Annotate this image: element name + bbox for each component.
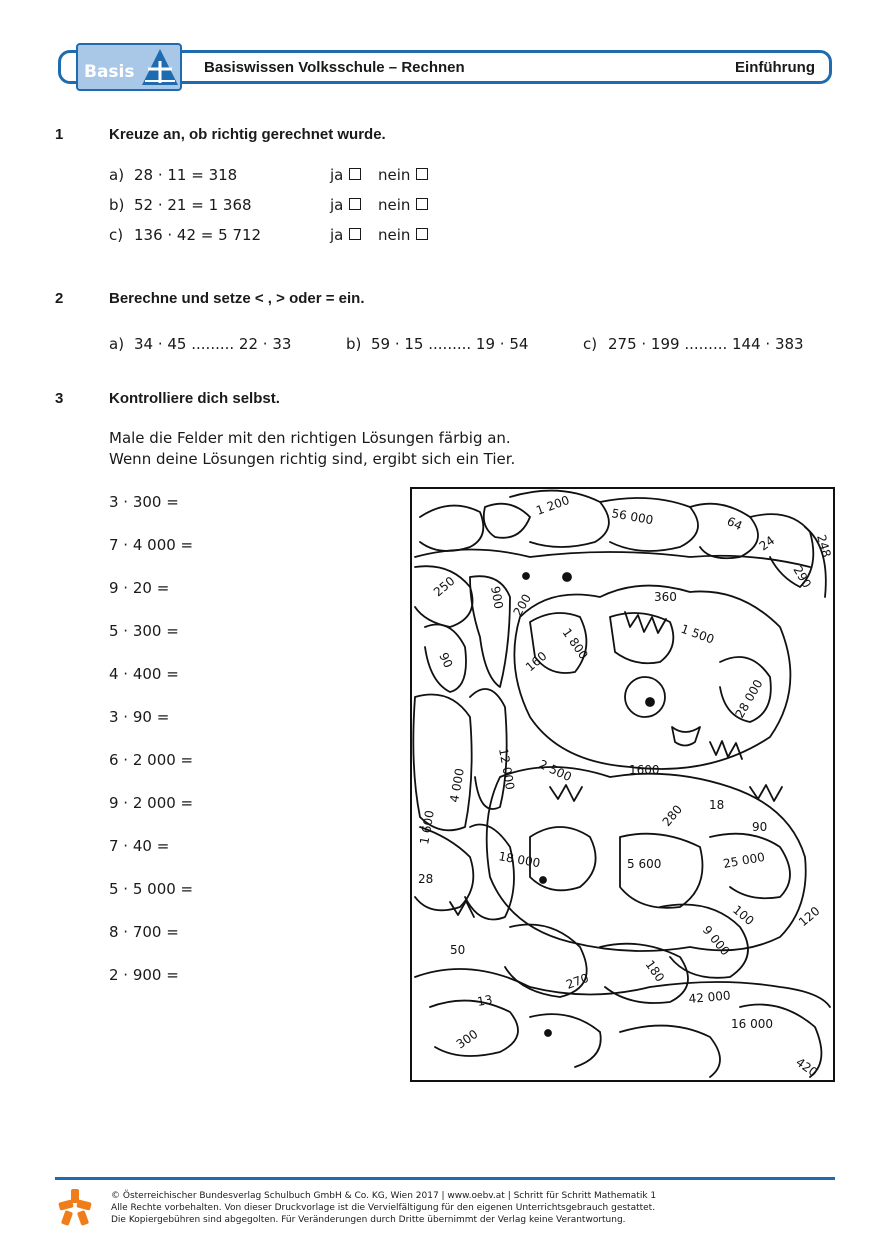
task1-c-yes xyxy=(330,226,361,244)
picture-number: 2 500 xyxy=(536,757,574,785)
picture-number: 5 600 xyxy=(627,857,662,871)
task1-b-yes xyxy=(330,196,361,214)
task1-b-expr: 52 · 21 = 1 368 xyxy=(134,196,252,214)
task2-b-expr: 59 · 15 ......... 19 · 54 xyxy=(371,335,529,353)
picture-number: 56 000 xyxy=(610,506,655,528)
picture-number: 90 xyxy=(436,650,456,671)
exercise: 2 · 900 = xyxy=(109,966,179,984)
coloring-puzzle xyxy=(410,487,835,1082)
exercise: 6 · 2 000 = xyxy=(109,751,194,769)
picture-number: 24 xyxy=(756,533,778,554)
exercise: 3 · 300 = xyxy=(109,493,179,511)
footer-line-2: Alle Rechte vorbehalten. Von dieser Druckvorlage ist die Vervielfältigung für den eigenen Unterrichtsgebrauch gestattet. xyxy=(111,1203,656,1213)
picture-number: 180 xyxy=(642,957,668,985)
picture-number: 4 000 xyxy=(447,767,467,804)
picture-number: 200 xyxy=(510,591,535,619)
no-checkbox[interactable] xyxy=(416,198,428,210)
no-label: nein xyxy=(378,226,411,244)
picture-number: 270 xyxy=(564,970,591,992)
header-section: Einführung xyxy=(735,59,815,76)
task2-c-expr: 275 · 199 ......... 144 · 383 xyxy=(608,335,804,353)
task1-c-expr: 136 · 42 = 5 712 xyxy=(134,226,262,244)
exercise: 3 · 90 = xyxy=(109,708,170,726)
exercise: 9 · 20 = xyxy=(109,579,170,597)
task1-a-label: a) xyxy=(109,166,125,184)
basis-logo xyxy=(76,43,182,91)
task2-title: Berechne und setze < , > oder = ein. xyxy=(109,290,365,307)
footer-divider xyxy=(55,1177,835,1180)
picture-number: 16 000 xyxy=(731,1017,773,1031)
triangle-logo-icon xyxy=(140,47,180,89)
task1-a-no xyxy=(378,166,428,184)
task2-c-label: c) xyxy=(583,335,598,353)
yes-label: ja xyxy=(330,196,344,214)
picture-number: 18 xyxy=(709,798,725,812)
picture-number: 100 xyxy=(730,902,757,929)
picture-number: 50 xyxy=(450,943,466,957)
publisher-logo-icon xyxy=(57,1187,93,1227)
picture-number: 248 xyxy=(814,533,834,559)
picture-number: 360 xyxy=(654,590,677,604)
no-label: nein xyxy=(378,196,411,214)
picture-number: 160 xyxy=(522,648,550,675)
task1-a-expr: 28 · 11 = 318 xyxy=(134,166,238,184)
exercise: 5 · 300 = xyxy=(109,622,179,640)
picture-number: 9 000 xyxy=(699,922,733,959)
picture-number: 28 000 xyxy=(732,677,766,721)
picture-number: 120 xyxy=(795,903,823,930)
exercise: 7 · 40 = xyxy=(109,837,170,855)
picture-number: 12 000 xyxy=(496,747,518,791)
picture-number: 420 xyxy=(793,1054,821,1080)
yes-label: ja xyxy=(330,166,344,184)
picture-number: 18 000 xyxy=(497,849,542,871)
footer-line-3: Die Kopiergebühren sind abgegolten. Für Veränderungen durch Dritte übernimmt der Verlag keine Verantwortung. xyxy=(111,1215,626,1225)
task3-number: 3 xyxy=(55,390,64,407)
task3-instruction-1: Male die Felder mit den richtigen Lösungen färbig an. xyxy=(109,429,511,447)
picture-number: 25 000 xyxy=(722,849,766,871)
yes-label: ja xyxy=(330,226,344,244)
task2-b-label: b) xyxy=(346,335,362,353)
exercise: 8 · 700 = xyxy=(109,923,179,941)
picture-number: 13 xyxy=(476,992,494,1009)
task1-number: 1 xyxy=(55,126,64,143)
picture-number: 1600 xyxy=(629,763,660,777)
picture-number: 1 800 xyxy=(559,625,591,662)
no-checkbox[interactable] xyxy=(416,228,428,240)
picture-number: 280 xyxy=(659,802,686,829)
picture-number: 1 200 xyxy=(534,492,572,518)
task2-a-expr: 34 · 45 ......... 22 · 33 xyxy=(134,335,292,353)
picture-number: 28 xyxy=(418,872,434,886)
task1-b-label: b) xyxy=(109,196,125,214)
task2-a-label: a) xyxy=(109,335,125,353)
picture-number: 290 xyxy=(790,563,814,591)
exercise: 9 · 2 000 = xyxy=(109,794,194,812)
yes-checkbox[interactable] xyxy=(349,228,361,240)
picture-number: 64 xyxy=(724,514,745,534)
exercise: 4 · 400 = xyxy=(109,665,179,683)
footer-copyright xyxy=(111,1190,656,1226)
picture-number: 42 000 xyxy=(688,988,732,1006)
picture-number: 90 xyxy=(752,820,768,834)
task1-a-yes xyxy=(330,166,361,184)
picture-number: 300 xyxy=(453,1026,481,1052)
picture-number: 1 500 xyxy=(678,621,717,647)
exercise: 5 · 5 000 = xyxy=(109,880,194,898)
task2-number: 2 xyxy=(55,290,64,307)
footer-line-1: © Österreichischer Bundesverlag Schulbuch GmbH & Co. KG, Wien 2017 | www.oebv.at | Schritt für Schritt Mathematik 1 xyxy=(111,1191,657,1201)
task1-c-label: c) xyxy=(109,226,124,244)
picture-number: 1 600 xyxy=(417,809,437,846)
picture-number: 250 xyxy=(430,573,458,600)
exercise: 7 · 4 000 = xyxy=(109,536,194,554)
task1-title: Kreuze an, ob richtig gerechnet wurde. xyxy=(109,126,386,143)
yes-checkbox[interactable] xyxy=(349,168,361,180)
picture-number: 900 xyxy=(488,585,506,611)
task1-b-no xyxy=(378,196,428,214)
no-checkbox[interactable] xyxy=(416,168,428,180)
task1-c-no xyxy=(378,226,428,244)
logo-label: Basis xyxy=(84,62,135,82)
yes-checkbox[interactable] xyxy=(349,198,361,210)
task3-title: Kontrolliere dich selbst. xyxy=(109,390,280,407)
task3-instruction-2: Wenn deine Lösungen richtig sind, ergibt sich ein Tier. xyxy=(109,450,516,468)
no-label: nein xyxy=(378,166,411,184)
header-title: Basiswissen Volksschule – Rechnen xyxy=(204,59,465,76)
